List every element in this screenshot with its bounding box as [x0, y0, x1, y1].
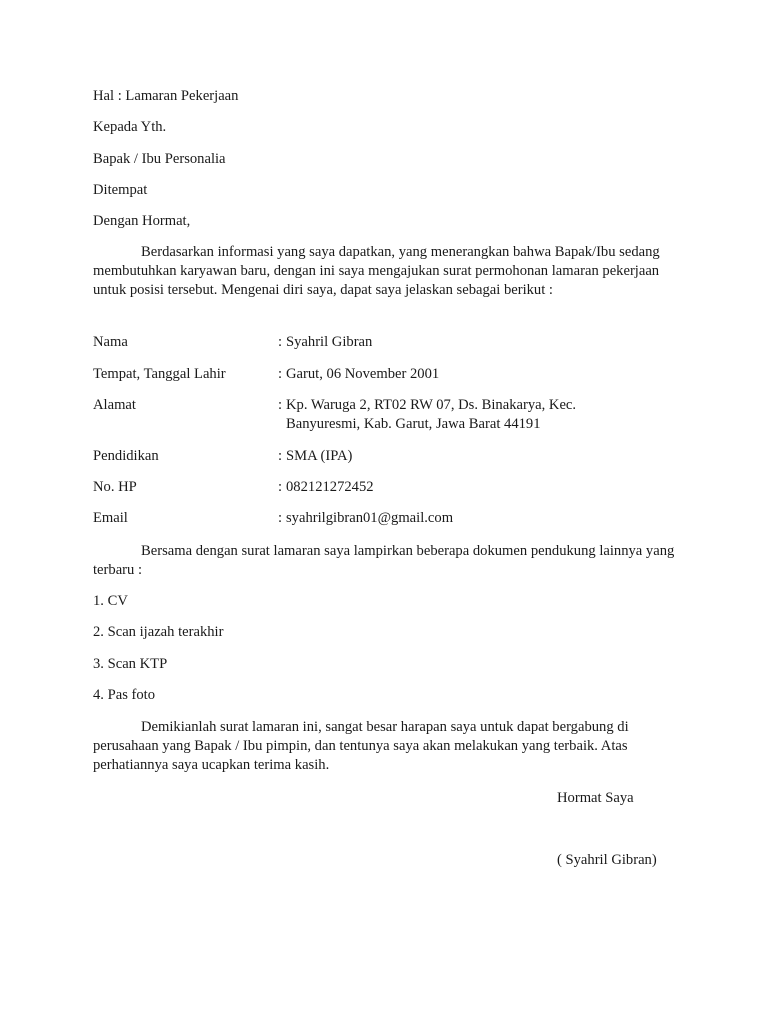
subject-line: Hal : Lamaran Pekerjaan [93, 88, 239, 104]
attachment-item: 1. CV [93, 593, 128, 609]
field-label: Nama [93, 334, 128, 350]
field-value-continued: Banyuresmi, Kab. Garut, Jawa Barat 44191 [286, 416, 541, 432]
field-value: 082121272452 [286, 479, 374, 495]
field-value: SMA (IPA) [286, 448, 353, 464]
field-value: Kp. Waruga 2, RT02 RW 07, Ds. Binakarya, Kec. [286, 397, 577, 413]
recipient-line-3: Ditempat [93, 182, 148, 198]
attachment-item: 3. Scan KTP [93, 656, 168, 672]
intro-paragraph [93, 243, 675, 301]
closing-paragraph [93, 718, 675, 776]
attachments-paragraph [93, 542, 675, 580]
field-label: No. HP [93, 479, 137, 495]
field-colon: : [278, 334, 283, 350]
field-label: Tempat, Tanggal Lahir [93, 366, 226, 382]
field-colon: : [278, 366, 283, 382]
closing-text: Demikianlah surat lamaran ini, sangat besar harapan saya untuk dapat bergabung di perusahaan yang Bapak / Ibu pimpin, dan tentunya saya akan melakukan yang terbaik. Atas perhatiannya saya ucapkan terima kasih. [93, 719, 629, 774]
attachment-item: 4. Pas foto [93, 687, 156, 703]
attachments-intro-text: Bersama dengan surat lamaran saya lampirkan beberapa dokumen pendukung lainnya yang terbaru : [93, 543, 675, 579]
field-label: Pendidikan [93, 448, 159, 464]
recipient-line-1: Kepada Yth. [93, 119, 167, 135]
field-value: syahrilgibran01@gmail.com [286, 510, 454, 526]
field-label: Email [93, 510, 128, 526]
attachment-item: 2. Scan ijazah terakhir [93, 624, 224, 640]
greeting: Dengan Hormat, [93, 213, 191, 229]
field-colon: : [278, 397, 283, 413]
field-colon: : [278, 510, 283, 526]
intro-text: Berdasarkan informasi yang saya dapatkan, yang menerangkan bahwa Bapak/Ibu sedang membutuhkan karyawan baru, dengan ini saya mengajukan surat permohonan lamaran pekerjaan untuk posisi tersebut. Mengenai diri saya, dapat saya jelaskan sebagai berikut : [93, 244, 660, 299]
recipient-line-2: Bapak / Ibu Personalia [93, 151, 226, 167]
field-value: Syahril Gibran [286, 334, 373, 350]
field-colon: : [278, 448, 283, 464]
field-label: Alamat [93, 397, 136, 413]
field-colon: : [278, 479, 283, 495]
field-value: Garut, 06 November 2001 [286, 366, 440, 382]
signoff: Hormat Saya [557, 790, 634, 806]
signature-name: ( Syahril Gibran) [557, 852, 657, 868]
